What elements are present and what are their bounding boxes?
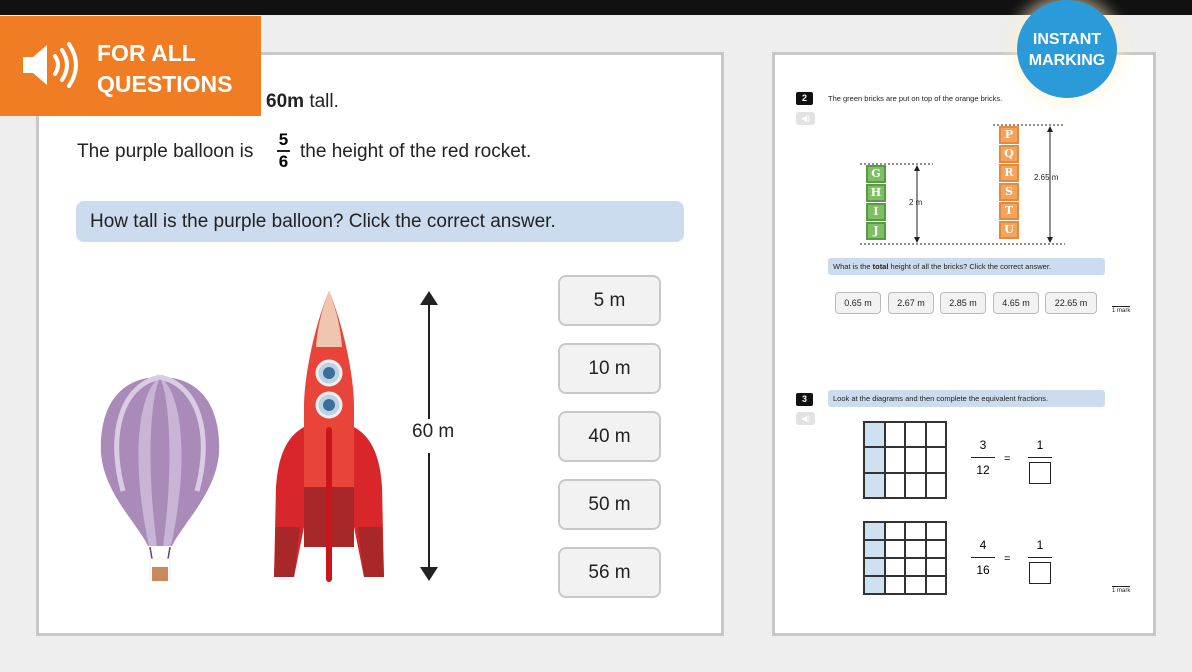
instant-marking-line2: MARKING	[1028, 52, 1106, 69]
fraction-numerator: 5	[278, 130, 289, 149]
fraction-1-over-blank	[1028, 438, 1052, 484]
q3-mark-label: 1 mark	[1112, 588, 1131, 594]
green-height-label: 2 m	[909, 198, 923, 207]
q2-answer-2-67m[interactable]	[888, 292, 934, 314]
audio-for-all-button[interactable]	[0, 16, 261, 116]
fraction-denominator: 6	[278, 152, 289, 171]
answer-label: 0.65 m	[844, 298, 872, 308]
answer-label: 50 m	[588, 493, 631, 515]
height-label: 60 m	[412, 421, 455, 442]
fraction-denominator: 12	[976, 463, 990, 477]
red-rocket-image	[264, 287, 394, 587]
question-number-2: 2	[796, 92, 813, 105]
answer-label: 2.67 m	[897, 298, 925, 308]
equals-sign: =	[1004, 553, 1011, 565]
instant-marking-badge	[1017, 0, 1117, 98]
fraction-bar	[971, 557, 995, 558]
fraction-grid-twelfths	[863, 421, 947, 499]
fraction-bar	[1028, 557, 1052, 558]
answer-label: 4.65 m	[1002, 298, 1030, 308]
fraction-denominator: 16	[976, 563, 990, 577]
fraction-1-over-blank	[1028, 538, 1052, 584]
equals-sign: =	[1004, 453, 1011, 465]
question-box	[76, 201, 684, 242]
denominator-input-box[interactable]	[1029, 462, 1051, 484]
top-bar	[0, 0, 1192, 15]
speaker-icon: ◀)	[801, 114, 810, 123]
rocket-height-bold: 60m	[266, 91, 305, 112]
q3-prompt-box	[828, 390, 1105, 407]
instant-marking-line1: INSTANT	[1032, 31, 1102, 48]
denominator-input-box[interactable]	[1029, 562, 1051, 584]
answer-button-10m[interactable]	[558, 343, 661, 394]
audio-banner-line2: QUESTIONS	[97, 71, 233, 97]
q2-mark-label: 1 mark	[1112, 308, 1131, 314]
q2-audio-button[interactable]	[796, 112, 815, 125]
answer-button-50m[interactable]	[558, 479, 661, 530]
brick-letter: Q	[1004, 147, 1014, 160]
answer-label: 22.65 m	[1054, 298, 1088, 308]
q2-prompt: The green bricks are put on top of the orange bricks.	[828, 94, 1003, 103]
fraction-4-over-16	[971, 538, 995, 577]
answer-button-40m[interactable]	[558, 411, 661, 462]
q2-question-box	[828, 258, 1105, 275]
fraction-3-over-12	[971, 438, 995, 477]
speaker-icon	[20, 42, 80, 88]
question-number-3: 3	[796, 393, 813, 406]
answer-label: 5 m	[593, 289, 626, 311]
fraction-numerator: 1	[1036, 438, 1044, 452]
answer-label: 56 m	[588, 561, 631, 583]
rocket-height-rest: tall.	[309, 91, 339, 112]
fraction-sentence-start: The purple balloon is	[77, 141, 254, 162]
answer-label: 10 m	[588, 357, 631, 379]
brick-letter: I	[873, 205, 879, 218]
q2-question-post: height of all the bricks? Click the correct answer.	[888, 262, 1052, 271]
brick-letter: R	[1004, 166, 1014, 179]
question-text: How tall is the purple balloon? Click the correct answer.	[90, 211, 556, 232]
fraction-sentence-end: the height of the red rocket.	[300, 141, 532, 162]
answer-button-56m[interactable]	[558, 547, 661, 598]
fraction-bar	[1028, 457, 1052, 458]
fraction-numerator: 3	[979, 438, 987, 452]
fraction-numerator: 1	[1036, 538, 1044, 552]
speaker-icon: ◀)	[801, 414, 810, 423]
brick-letter: J	[873, 224, 879, 237]
right-worksheet-preview	[772, 52, 1156, 636]
q3-prompt: Look at the diagrams and then complete the equivalent fractions.	[833, 394, 1049, 403]
answer-label: 2.85 m	[949, 298, 977, 308]
audio-banner-line1: FOR ALL	[97, 40, 196, 66]
brick-letter: U	[1004, 223, 1014, 236]
brick-measure-lines	[855, 121, 1075, 245]
answer-label: 40 m	[588, 425, 631, 447]
orange-height-label: 2.65 m	[1034, 173, 1059, 182]
q2-question-pre: What is the	[833, 262, 873, 271]
fraction-five-sixths	[277, 131, 290, 171]
rocket-height-text	[266, 91, 339, 113]
q2-answer-0-65m[interactable]	[835, 292, 881, 314]
fraction-bar	[971, 457, 995, 458]
answer-button-5m[interactable]	[558, 275, 661, 326]
q2-answer-2-85m[interactable]	[940, 292, 986, 314]
brick-letter: G	[871, 167, 881, 180]
q2-answer-22-65m[interactable]	[1045, 292, 1097, 314]
purple-balloon-image	[97, 373, 223, 587]
left-worksheet-page	[36, 52, 724, 636]
q2-answer-4-65m[interactable]	[993, 292, 1039, 314]
brick-letter: H	[870, 186, 882, 199]
fraction-grid-sixteenths	[863, 521, 947, 595]
brick-letter: P	[1004, 128, 1014, 141]
q3-audio-button[interactable]	[796, 412, 815, 425]
brick-letter: T	[1004, 204, 1014, 217]
q2-question-bold: total	[872, 262, 889, 271]
brick-letter: S	[1005, 185, 1013, 198]
fraction-numerator: 4	[979, 538, 987, 552]
